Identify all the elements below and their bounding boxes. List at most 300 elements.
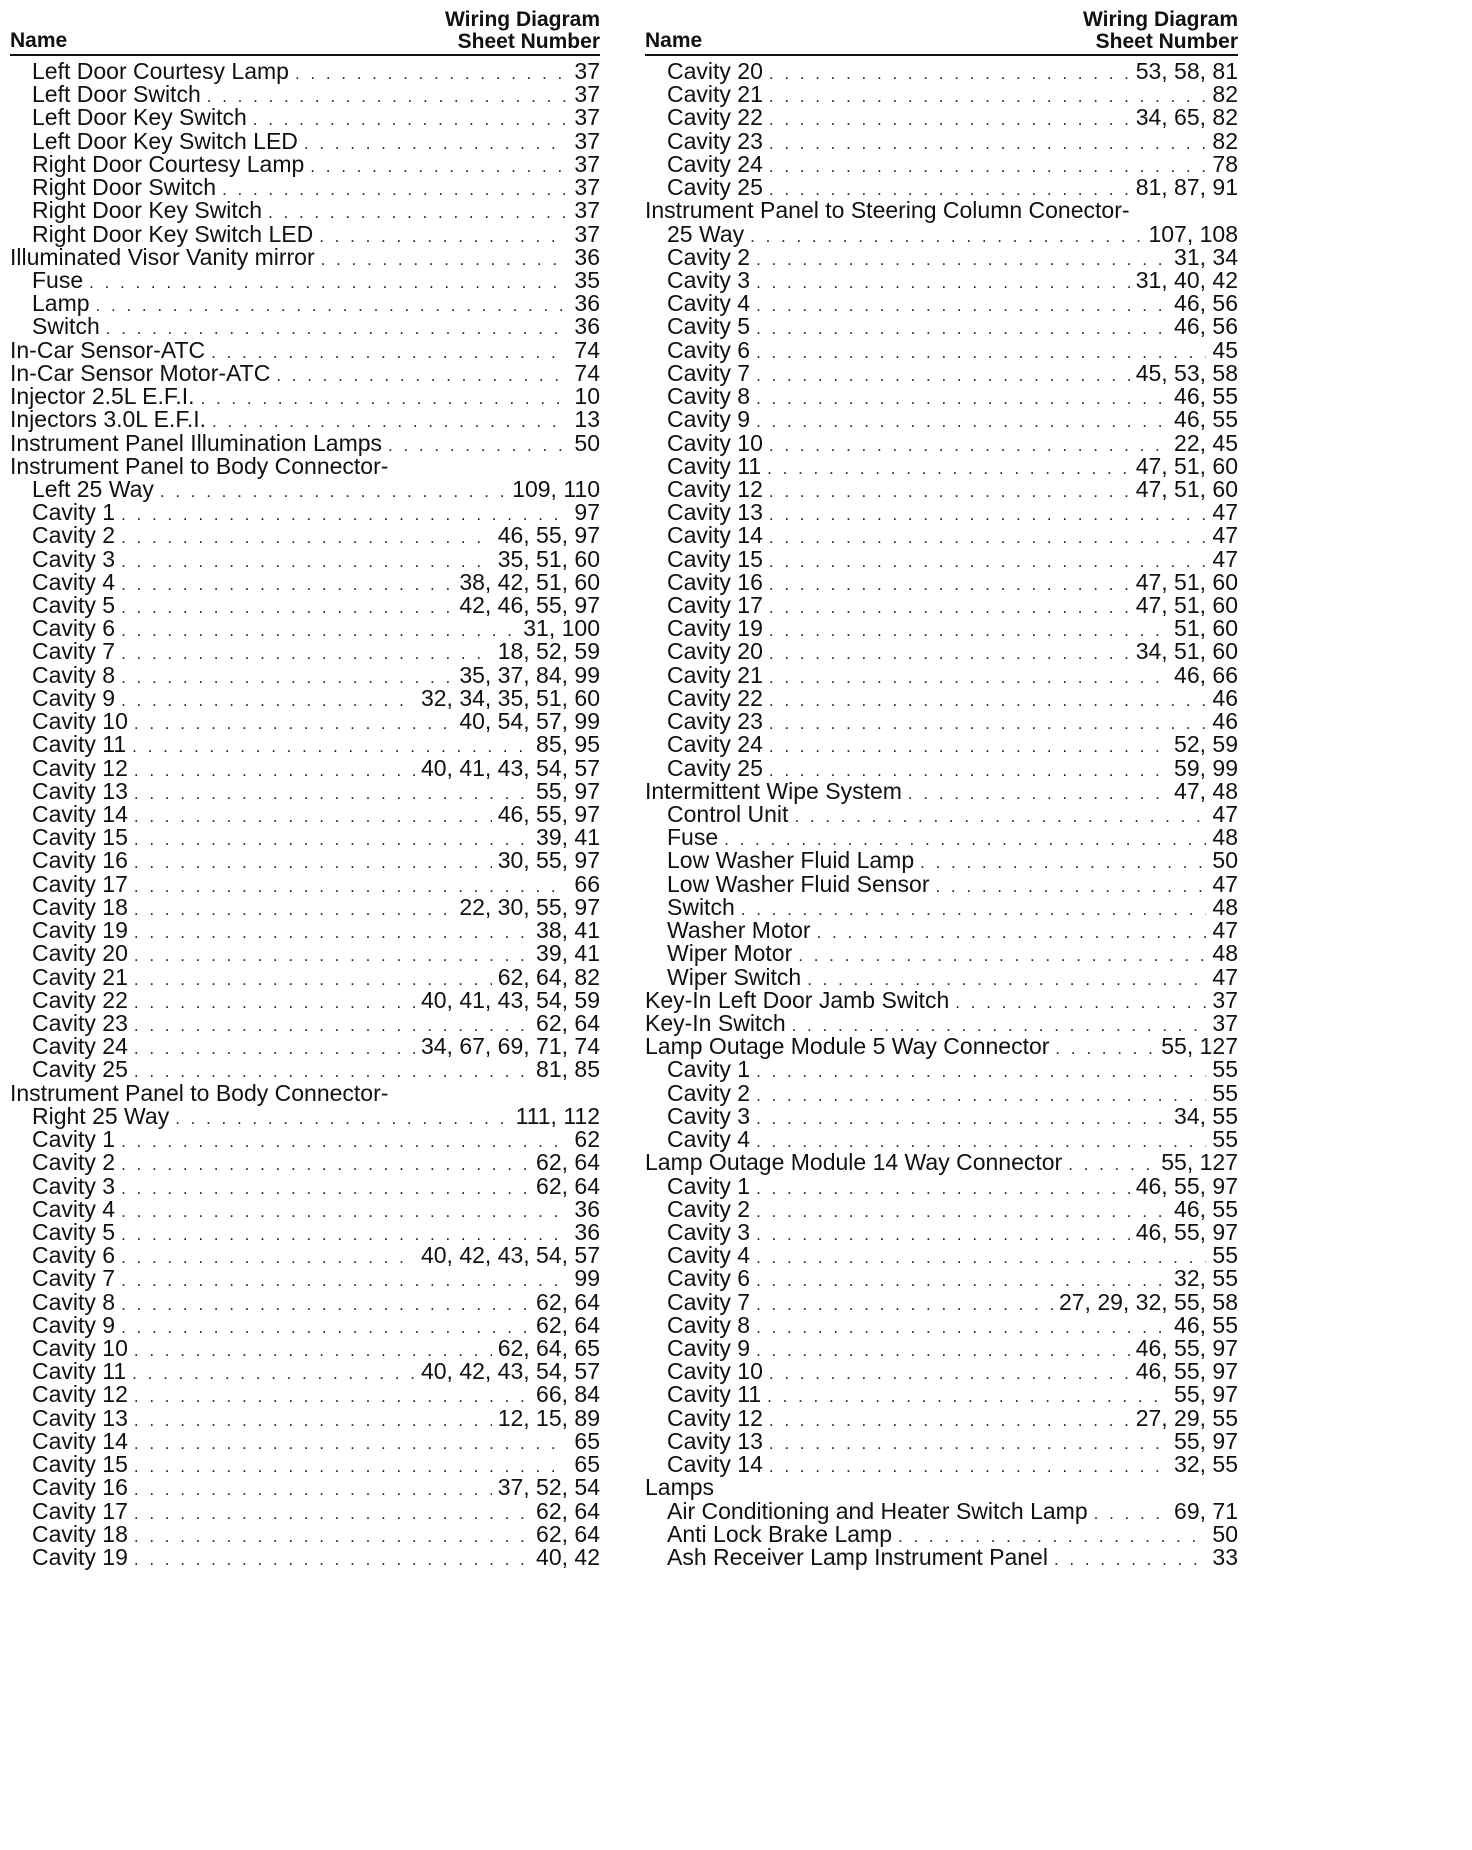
entry-sheet-number: 55, 97 xyxy=(1174,1381,1238,1408)
dot-leader xyxy=(1055,1037,1155,1060)
entry-name: Cavity 8 xyxy=(32,1288,116,1315)
index-entry xyxy=(645,315,1238,338)
entry-sheet-number: 99 xyxy=(574,1265,600,1292)
entry-sheet-number: 12, 15, 89 xyxy=(497,1404,600,1431)
entry-name: Cavity 20 xyxy=(667,58,763,84)
entry-sheet-number: 45, 53, 58 xyxy=(1135,359,1238,386)
entry-sheet-number: 65 xyxy=(574,1427,600,1454)
entry-sheet-number: 30, 55, 97 xyxy=(497,847,600,874)
index-entry xyxy=(10,315,600,338)
entry-sheet-number: 82 xyxy=(1212,81,1238,108)
entry-name: Cavity 20 xyxy=(667,638,763,665)
entry-name: Cavity 18 xyxy=(32,1520,128,1547)
entry-name: Cavity 1 xyxy=(32,1126,116,1153)
entry-name: Right Door Key Switch LED xyxy=(32,220,314,247)
dot-leader xyxy=(756,1223,1130,1246)
entry-sheet-number: 37 xyxy=(1212,1009,1238,1036)
entry-sheet-number: 37 xyxy=(574,150,600,177)
dot-leader xyxy=(769,689,1207,712)
entry-name: Cavity 9 xyxy=(32,1311,116,1338)
dot-leader xyxy=(134,1385,530,1408)
right-index-list xyxy=(645,60,1238,1569)
entry-name: Cavity 16 xyxy=(32,847,128,874)
index-entry xyxy=(645,292,1238,315)
entry-name: Cavity 24 xyxy=(32,1033,128,1060)
index-entry xyxy=(645,545,1238,572)
entry-sheet-number: 47 xyxy=(1212,963,1238,990)
entry-name: Cavity 22 xyxy=(32,986,128,1013)
dot-leader xyxy=(756,294,1168,317)
entry-sheet-number: 81, 85 xyxy=(536,1056,600,1083)
index-entry xyxy=(645,1476,1238,1499)
entry-sheet-number: 62, 64 xyxy=(536,1009,600,1036)
entry-name: Cavity 3 xyxy=(32,545,116,572)
entry-name: Cavity 24 xyxy=(667,731,763,758)
entry-name: Cavity 21 xyxy=(667,661,763,688)
entry-sheet-number: 22, 30, 55, 97 xyxy=(459,893,600,920)
dot-leader xyxy=(769,642,1130,665)
index-entry xyxy=(10,83,600,106)
dot-leader xyxy=(134,1525,530,1548)
entry-sheet-number: 37 xyxy=(574,127,600,154)
dot-leader xyxy=(121,642,492,665)
entry-sheet-number: 66, 84 xyxy=(536,1381,600,1408)
dot-leader xyxy=(121,573,453,596)
dot-leader xyxy=(134,1548,530,1571)
index-entry xyxy=(645,942,1238,965)
index-entry xyxy=(645,1267,1238,1290)
index-entry xyxy=(10,1476,600,1499)
index-entry xyxy=(645,617,1238,640)
entry-sheet-number: 18, 52, 59 xyxy=(497,638,600,665)
entry-name: Left Door Key Switch LED xyxy=(32,127,298,154)
index-entry xyxy=(645,60,1238,83)
entry-name: Instrument Panel to Steering Column Conector- xyxy=(645,197,1130,224)
entry-sheet-number: 36 xyxy=(574,313,600,340)
entry-sheet-number: 39, 41 xyxy=(536,824,600,851)
index-entry xyxy=(645,524,1238,547)
entry-name: Cavity 12 xyxy=(667,475,763,502)
index-entry xyxy=(10,849,600,872)
dot-leader xyxy=(769,596,1130,619)
entry-sheet-number: 62, 64, 82 xyxy=(497,963,600,990)
index-entry xyxy=(645,1102,1238,1129)
entry-name: Cavity 11 xyxy=(32,1358,127,1385)
dot-leader xyxy=(769,735,1168,758)
entry-name: Left 25 Way xyxy=(32,475,154,502)
entry-sheet-number: 32, 34, 35, 51, 60 xyxy=(420,684,600,711)
dot-leader xyxy=(756,410,1168,433)
index-entry xyxy=(645,1383,1238,1406)
dot-leader xyxy=(756,1246,1206,1269)
index-entry xyxy=(10,150,600,177)
entry-sheet-number: 46, 56 xyxy=(1174,313,1238,340)
index-entry xyxy=(10,568,600,595)
entry-name: Right Door Courtesy Lamp xyxy=(32,150,305,177)
entry-name: Illuminated Visor Vanity mirror xyxy=(10,243,315,270)
entry-name: Cavity 9 xyxy=(667,406,751,433)
entry-sheet-number: 107, 108 xyxy=(1148,220,1238,247)
entry-sheet-number: 85, 95 xyxy=(536,731,600,758)
entry-name: Cavity 2 xyxy=(32,522,116,549)
index-entry xyxy=(645,1009,1238,1036)
dot-leader xyxy=(756,1084,1206,1107)
index-entry xyxy=(10,1311,600,1338)
entry-name: Cavity 4 xyxy=(32,1195,116,1222)
entry-sheet-number: 59, 99 xyxy=(1174,754,1238,781)
entry-name: Intermittent Wipe System xyxy=(645,777,902,804)
entry-sheet-number: 81, 87, 91 xyxy=(1135,174,1238,201)
entry-sheet-number: 34, 67, 69, 71, 74 xyxy=(420,1033,600,1060)
entry-name: Cavity 3 xyxy=(667,1102,751,1129)
entry-name: Cavity 13 xyxy=(667,499,763,526)
dot-leader xyxy=(134,851,492,874)
index-entry xyxy=(10,1360,600,1383)
dot-leader xyxy=(121,1316,530,1339)
dot-leader xyxy=(756,1200,1168,1223)
index-entry xyxy=(10,919,600,942)
entry-name: Cavity 3 xyxy=(667,1218,751,1245)
index-entry xyxy=(645,220,1238,247)
entry-sheet-number: 46, 55 xyxy=(1174,383,1238,410)
entry-name: Low Washer Fluid Lamp xyxy=(667,847,915,874)
index-entry xyxy=(645,568,1238,595)
entry-name: Cavity 14 xyxy=(667,1451,763,1478)
index-entry xyxy=(645,1172,1238,1199)
entry-sheet-number: 62, 64 xyxy=(536,1520,600,1547)
index-entry xyxy=(10,1383,600,1406)
index-entry xyxy=(645,684,1238,711)
index-entry xyxy=(645,1546,1238,1569)
entry-sheet-number: 36 xyxy=(574,1195,600,1222)
entry-name: Cavity 5 xyxy=(667,313,751,340)
entry-name: Injectors 3.0L E.F.I. xyxy=(10,406,207,433)
entry-name: 25 Way xyxy=(667,220,745,247)
dot-leader xyxy=(134,1409,492,1432)
index-entry xyxy=(645,127,1238,154)
entry-sheet-number: 47, 48 xyxy=(1174,777,1238,804)
right-column-header xyxy=(645,6,1238,56)
index-entry xyxy=(10,893,600,920)
dot-leader xyxy=(253,108,569,131)
index-entry xyxy=(10,826,600,849)
entry-name: Cavity 11 xyxy=(667,452,762,479)
index-entry xyxy=(645,1520,1238,1547)
dot-leader xyxy=(756,1060,1206,1083)
entry-sheet-number: 31, 40, 42 xyxy=(1135,266,1238,293)
entry-sheet-number: 40, 42, 43, 54, 57 xyxy=(420,1358,600,1385)
entry-name: Cavity 15 xyxy=(32,1451,128,1478)
entry-name: Cavity 7 xyxy=(32,638,116,665)
entry-name: In-Car Sensor-ATC xyxy=(10,336,206,363)
index-entry xyxy=(10,986,600,1013)
dot-leader xyxy=(920,851,1206,874)
sheet-heading-line2: Sheet Number xyxy=(1095,30,1238,53)
index-entry xyxy=(10,1546,600,1569)
entry-name: Wiper Switch xyxy=(667,963,802,990)
entry-sheet-number: 62, 64 xyxy=(536,1149,600,1176)
entry-sheet-number: 111, 112 xyxy=(515,1102,600,1129)
dot-leader xyxy=(769,712,1207,735)
entry-name: Cavity 13 xyxy=(667,1427,763,1454)
entry-name: Cavity 23 xyxy=(32,1009,128,1036)
entry-name: Lamps xyxy=(645,1474,715,1501)
entry-sheet-number: 34, 55 xyxy=(1174,1102,1238,1129)
entry-sheet-number: 37 xyxy=(574,220,600,247)
dot-leader xyxy=(769,503,1207,526)
entry-sheet-number: 74 xyxy=(574,336,600,363)
entry-sheet-number: 55 xyxy=(1212,1056,1238,1083)
entry-name: Cavity 17 xyxy=(667,592,763,619)
index-entry xyxy=(10,803,600,826)
index-entry xyxy=(10,1151,600,1174)
entry-name: Cavity 12 xyxy=(32,1381,128,1408)
index-entry xyxy=(10,452,600,479)
index-entry xyxy=(645,150,1238,177)
entry-sheet-number: 37 xyxy=(574,81,600,108)
index-entry xyxy=(10,1404,600,1431)
index-entry xyxy=(10,429,600,456)
index-entry xyxy=(645,963,1238,990)
entry-sheet-number: 47 xyxy=(1212,870,1238,897)
entry-name: Cavity 4 xyxy=(667,1242,751,1269)
entry-sheet-number: 36 xyxy=(574,290,600,317)
entry-sheet-number: 37 xyxy=(1212,986,1238,1013)
index-entry xyxy=(10,501,600,524)
entry-name: Cavity 23 xyxy=(667,127,763,154)
entry-name: Cavity 12 xyxy=(32,754,128,781)
index-entry xyxy=(645,1058,1238,1081)
entry-name: Cavity 11 xyxy=(32,731,127,758)
sheet-heading-line1: Wiring Diagram xyxy=(1083,8,1238,31)
entry-name: Cavity 10 xyxy=(667,1358,763,1385)
entry-sheet-number: 46, 55 xyxy=(1174,406,1238,433)
entry-name: Cavity 14 xyxy=(32,801,128,827)
entry-sheet-number: 31, 100 xyxy=(523,615,600,642)
left-column-header xyxy=(10,6,600,56)
entry-name: Cavity 17 xyxy=(32,1497,128,1524)
entry-sheet-number: 46, 55, 97 xyxy=(1135,1218,1238,1245)
entry-sheet-number: 42, 46, 55, 97 xyxy=(459,592,600,619)
entry-name: Cavity 9 xyxy=(32,684,116,711)
entry-sheet-number: 32, 55 xyxy=(1174,1451,1238,1478)
index-entry xyxy=(10,617,600,640)
entry-name: Cavity 23 xyxy=(667,708,763,735)
index-entry xyxy=(10,710,600,733)
dot-leader xyxy=(121,526,492,549)
sheet-number-column-heading xyxy=(1083,9,1238,53)
index-entry xyxy=(10,176,600,199)
entry-sheet-number: 37, 52, 54 xyxy=(497,1474,600,1501)
dot-leader xyxy=(769,573,1130,596)
entry-name: Cavity 21 xyxy=(32,963,128,990)
dot-leader xyxy=(769,619,1168,642)
entry-sheet-number: 46, 55, 97 xyxy=(497,522,600,549)
index-entry xyxy=(645,199,1238,222)
dot-leader xyxy=(756,1177,1130,1200)
entry-name: Cavity 18 xyxy=(32,893,128,920)
dot-leader xyxy=(121,1200,568,1223)
index-entry xyxy=(645,1151,1238,1174)
index-entry xyxy=(645,1288,1238,1315)
dot-leader xyxy=(769,434,1168,457)
entry-sheet-number: 47, 51, 60 xyxy=(1135,568,1238,595)
index-entry xyxy=(645,1404,1238,1431)
entry-name: Cavity 19 xyxy=(667,615,763,642)
index-entry xyxy=(645,1337,1238,1360)
index-entry xyxy=(10,220,600,247)
index-entry xyxy=(645,849,1238,872)
entry-name: Cavity 8 xyxy=(667,383,751,410)
index-entry xyxy=(645,429,1238,456)
entry-name: Cavity 22 xyxy=(667,104,763,131)
entry-sheet-number: 46, 55, 97 xyxy=(1135,1172,1238,1199)
dot-leader xyxy=(769,526,1207,549)
entry-sheet-number: 55 xyxy=(1212,1079,1238,1106)
entry-name: Cavity 3 xyxy=(32,1172,116,1199)
entry-name: Switch xyxy=(32,313,100,340)
entry-sheet-number: 36 xyxy=(574,1218,600,1245)
entry-name: Cavity 2 xyxy=(667,243,751,270)
index-entry xyxy=(645,594,1238,617)
entry-sheet-number: 62, 64, 65 xyxy=(497,1335,600,1362)
entry-sheet-number: 37 xyxy=(574,174,600,201)
entry-name: Cavity 7 xyxy=(667,359,751,386)
index-entry xyxy=(10,1497,600,1524)
index-entry xyxy=(645,1195,1238,1222)
entry-name: Cavity 10 xyxy=(667,429,763,456)
entry-name: Fuse xyxy=(32,266,84,293)
entry-name: Cavity 6 xyxy=(667,1265,751,1292)
entry-sheet-number: 46, 55, 97 xyxy=(1135,1358,1238,1385)
dot-leader xyxy=(756,317,1168,340)
index-entry xyxy=(645,986,1238,1013)
entry-sheet-number: 46, 55 xyxy=(1174,1195,1238,1222)
entry-sheet-number: 46, 55, 97 xyxy=(497,801,600,827)
entry-name: Cavity 22 xyxy=(667,684,763,711)
entry-name: Cavity 25 xyxy=(667,174,763,201)
entry-name: Right Door Switch xyxy=(32,174,217,201)
entry-sheet-number: 62, 64 xyxy=(536,1172,600,1199)
index-entry xyxy=(645,661,1238,688)
dot-leader xyxy=(1094,1502,1168,1525)
index-entry xyxy=(645,1244,1238,1267)
index-entry xyxy=(10,870,600,897)
entry-sheet-number: 27, 29, 55 xyxy=(1135,1404,1238,1431)
entry-name: Low Washer Fluid Sensor xyxy=(667,870,930,897)
index-entry xyxy=(645,336,1238,363)
entry-sheet-number: 46, 66 xyxy=(1174,661,1238,688)
entry-sheet-number: 47, 51, 60 xyxy=(1135,592,1238,619)
entry-name: Cavity 13 xyxy=(32,1404,128,1431)
dot-leader xyxy=(134,1478,492,1501)
dot-leader xyxy=(769,1409,1130,1432)
entry-name: Cavity 10 xyxy=(32,1335,128,1362)
index-entry xyxy=(10,733,600,756)
entry-name: Cavity 2 xyxy=(667,1195,751,1222)
entry-sheet-number: 62 xyxy=(574,1126,600,1153)
index-entry xyxy=(645,83,1238,106)
dot-leader xyxy=(756,1316,1168,1339)
dot-leader xyxy=(767,457,1130,480)
entry-sheet-number: 40, 41, 43, 54, 59 xyxy=(420,986,600,1013)
dot-leader xyxy=(121,1269,568,1292)
entry-name: Cavity 8 xyxy=(32,661,116,688)
entry-name: Left Door Switch xyxy=(32,81,201,108)
index-entry xyxy=(645,1360,1238,1383)
entry-sheet-number: 46, 55 xyxy=(1174,1311,1238,1338)
entry-name: Cavity 3 xyxy=(667,266,751,293)
dot-leader xyxy=(222,178,568,201)
entry-name: Cavity 8 xyxy=(667,1311,751,1338)
index-entry xyxy=(10,1453,600,1476)
right-column xyxy=(645,6,1238,1569)
entry-sheet-number: 46 xyxy=(1212,684,1238,711)
entry-sheet-number: 40, 42 xyxy=(536,1544,600,1570)
sheet-number-column-heading xyxy=(445,9,600,53)
entry-name: Cavity 2 xyxy=(667,1079,751,1106)
entry-sheet-number: 62, 64 xyxy=(536,1497,600,1524)
index-entry xyxy=(10,475,600,502)
index-entry xyxy=(10,1009,600,1036)
entry-name: Cavity 16 xyxy=(667,568,763,595)
index-entry xyxy=(645,1035,1238,1058)
dot-leader xyxy=(121,596,453,619)
entry-sheet-number: 50 xyxy=(1212,1520,1238,1547)
entry-name: Cavity 4 xyxy=(32,568,116,595)
index-entry xyxy=(10,1172,600,1199)
dot-leader xyxy=(310,155,568,178)
entry-sheet-number: 50 xyxy=(574,429,600,456)
entry-name: Cavity 6 xyxy=(667,336,751,363)
dot-leader xyxy=(121,1177,530,1200)
entry-sheet-number: 22, 45 xyxy=(1174,429,1238,456)
entry-sheet-number: 52, 59 xyxy=(1174,731,1238,758)
index-entry xyxy=(645,1311,1238,1338)
entry-sheet-number: 27, 29, 32, 55, 58 xyxy=(1058,1288,1238,1315)
dot-leader xyxy=(908,782,1168,805)
index-entry xyxy=(10,127,600,154)
entry-sheet-number: 48 xyxy=(1212,824,1238,851)
entry-name: In-Car Sensor Motor-ATC xyxy=(10,359,271,386)
entry-sheet-number: 50 xyxy=(1212,847,1238,874)
dot-leader xyxy=(134,1502,530,1525)
entry-sheet-number: 55 xyxy=(1212,1126,1238,1153)
entry-sheet-number: 47, 51, 60 xyxy=(1135,452,1238,479)
dot-leader xyxy=(321,248,569,271)
index-entry xyxy=(10,640,600,663)
entry-sheet-number: 46, 55, 97 xyxy=(1135,1335,1238,1362)
dot-leader xyxy=(121,666,453,689)
entry-sheet-number: 37 xyxy=(574,58,600,84)
dot-leader xyxy=(319,225,568,248)
entry-name: Key-In Switch xyxy=(645,1009,786,1036)
index-entry xyxy=(10,1102,600,1129)
entry-sheet-number: 47 xyxy=(1212,545,1238,572)
entry-name: Cavity 4 xyxy=(667,1126,751,1153)
entry-name: Cavity 6 xyxy=(32,615,116,642)
dot-leader xyxy=(134,921,530,944)
entry-name: Cavity 25 xyxy=(667,754,763,781)
entry-sheet-number: 47, 51, 60 xyxy=(1135,475,1238,502)
index-entry xyxy=(645,1128,1238,1151)
dot-leader xyxy=(769,108,1130,131)
entry-sheet-number: 35, 37, 84, 99 xyxy=(459,661,600,688)
entry-sheet-number: 38, 41 xyxy=(536,917,600,944)
dot-leader xyxy=(121,619,517,642)
index-entry xyxy=(645,1497,1238,1524)
entry-name: Cavity 1 xyxy=(667,1056,751,1083)
